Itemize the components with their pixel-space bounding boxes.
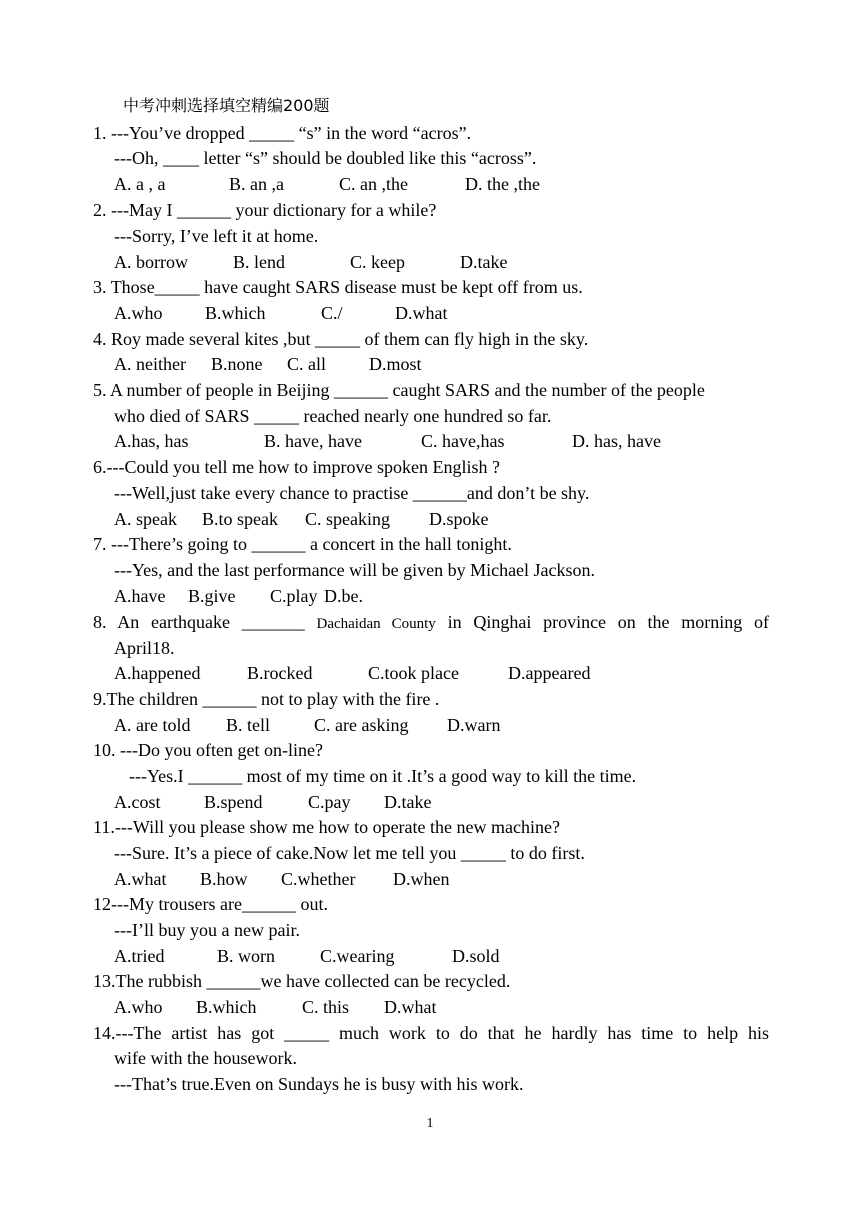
question-number: 2. bbox=[93, 200, 107, 220]
option-b: B. worn bbox=[217, 946, 275, 966]
option-b: B.none bbox=[211, 354, 263, 374]
option-d: D.when bbox=[393, 869, 450, 889]
question-14-stem bbox=[93, 1021, 769, 1045]
option-d: D.what bbox=[384, 997, 437, 1017]
question-1-stem bbox=[93, 121, 471, 145]
question-2-stem bbox=[93, 198, 436, 222]
question-6-stem bbox=[93, 455, 500, 479]
question-7-options bbox=[114, 584, 363, 608]
page-number: 1 bbox=[426, 1116, 434, 1131]
question-text: A number of people in Beijing ______ caught SARS and the number of the people bbox=[110, 380, 705, 400]
option-b: B.which bbox=[196, 997, 257, 1017]
option-a: A.have bbox=[114, 586, 166, 606]
question-4-stem bbox=[93, 327, 588, 351]
question-10-stem bbox=[93, 738, 323, 762]
question-number: 13. bbox=[93, 971, 116, 991]
option-c: C.wearing bbox=[320, 946, 395, 966]
option-a: A. neither bbox=[114, 354, 186, 374]
option-c: C.play bbox=[270, 586, 318, 606]
question-text: The rubbish ______we have collected can be recycled. bbox=[115, 971, 511, 991]
question-number: 4. bbox=[93, 329, 107, 349]
question-1-line-2: ---Oh, ____ letter “s” should be doubled like this “across”. bbox=[114, 148, 537, 168]
question-text: ---The artist has got _____ much work to do that he hardly has time to help his bbox=[115, 1023, 769, 1043]
option-c: C.whether bbox=[281, 869, 356, 889]
question-7-line-2: ---Yes, and the last performance will be given by Michael Jackson. bbox=[114, 560, 596, 580]
question-14-line-3: ---That’s true.Even on Sundays he is busy with his work. bbox=[114, 1074, 524, 1094]
option-b: B.rocked bbox=[247, 663, 313, 683]
page-title: 中考冲刺选择填空精编200题 bbox=[123, 96, 330, 115]
option-b: B.to speak bbox=[202, 509, 278, 529]
question-14-line-2: wife with the housework. bbox=[114, 1048, 297, 1068]
question-number: 3. bbox=[93, 277, 107, 297]
option-c: C.pay bbox=[308, 792, 351, 812]
question-6-options bbox=[114, 507, 489, 531]
option-a: A.what bbox=[114, 869, 167, 889]
question-text: ---Do you often get on-line? bbox=[120, 740, 323, 760]
option-a: A.tried bbox=[114, 946, 165, 966]
option-a: A.who bbox=[114, 303, 163, 323]
option-b: B. an ,a bbox=[229, 174, 284, 194]
option-c: C./ bbox=[321, 303, 343, 323]
question-8-line-2: April18. bbox=[114, 638, 175, 658]
option-c: C. all bbox=[287, 354, 326, 374]
option-c: C.took place bbox=[368, 663, 459, 683]
option-a: A.happened bbox=[114, 663, 201, 683]
option-d: D.be. bbox=[324, 586, 363, 606]
option-c: C. are asking bbox=[314, 715, 409, 735]
option-c: C. this bbox=[302, 997, 350, 1017]
question-number: 11. bbox=[93, 817, 115, 837]
option-a: A.cost bbox=[114, 792, 161, 812]
question-number: 8. bbox=[93, 612, 107, 632]
question-8-stem bbox=[93, 610, 769, 634]
option-a: A. a , a bbox=[114, 174, 166, 194]
question-4-options bbox=[114, 352, 422, 376]
option-a: A. borrow bbox=[114, 252, 188, 272]
option-b: B.spend bbox=[204, 792, 263, 812]
option-c: C. keep bbox=[350, 252, 405, 272]
question-9-stem bbox=[93, 687, 439, 711]
option-d: D.most bbox=[369, 354, 422, 374]
question-number: 7. bbox=[93, 534, 107, 554]
question-5-options bbox=[114, 429, 661, 453]
question-text: in Qinghai province on the morning of bbox=[447, 612, 770, 632]
question-number: 6. bbox=[93, 457, 107, 477]
option-a: A. speak bbox=[114, 509, 177, 529]
option-b: B. tell bbox=[226, 715, 270, 735]
option-d: D.take bbox=[460, 252, 508, 272]
question-3-options bbox=[114, 301, 448, 325]
question-text: The children ______ not to play with the fire . bbox=[106, 689, 440, 709]
option-d: D. the ,the bbox=[465, 174, 540, 194]
question-7-stem bbox=[93, 532, 512, 556]
question-text: ---Will you please show me how to operate the new machine? bbox=[114, 817, 560, 837]
option-d: D. has, have bbox=[572, 431, 661, 451]
question-text: ---May I ______ your dictionary for a while? bbox=[111, 200, 437, 220]
question-2-line-2: ---Sorry, I’ve left it at home. bbox=[114, 226, 319, 246]
option-b: B. have, have bbox=[264, 431, 362, 451]
question-text: ---My trousers are______ out. bbox=[111, 894, 328, 914]
question-text: ---There’s going to ______ a concert in the hall tonight. bbox=[111, 534, 512, 554]
question-number: 9. bbox=[93, 689, 107, 709]
question-5-stem bbox=[93, 378, 705, 402]
question-10-line-2: ---Yes.I ______ most of my time on it .It’s a good way to kill the time. bbox=[129, 766, 637, 786]
question-12-line-2: ---I’ll buy you a new pair. bbox=[114, 920, 300, 940]
option-a: A. are told bbox=[114, 715, 191, 735]
option-a: A.has, has bbox=[114, 431, 189, 451]
question-2-options bbox=[114, 250, 507, 274]
option-d: D.take bbox=[384, 792, 432, 812]
option-d: D.appeared bbox=[508, 663, 591, 683]
option-a: A.who bbox=[114, 997, 163, 1017]
question-1-options bbox=[114, 172, 540, 196]
question-number: 5. bbox=[93, 380, 107, 400]
question-8-options bbox=[114, 661, 590, 685]
option-c: C. have,has bbox=[421, 431, 505, 451]
question-3-stem bbox=[93, 275, 583, 299]
option-d: D.warn bbox=[447, 715, 501, 735]
question-9-options bbox=[114, 713, 500, 737]
option-d: D.spoke bbox=[429, 509, 489, 529]
question-5-line-2: who died of SARS _____ reached nearly one hundred so far. bbox=[114, 406, 552, 426]
option-c: C. an ,the bbox=[339, 174, 408, 194]
question-10-options bbox=[114, 790, 431, 814]
question-6-line-2: ---Well,just take every chance to practise ______and don’t be shy. bbox=[114, 483, 590, 503]
question-text: ---Could you tell me how to improve spoken English ? bbox=[106, 457, 500, 477]
option-b: B.which bbox=[205, 303, 266, 323]
question-12-options bbox=[114, 944, 500, 968]
question-12-stem bbox=[93, 892, 328, 916]
question-text: Roy made several kites ,but _____ of them can fly high in the sky. bbox=[111, 329, 589, 349]
question-11-options bbox=[114, 867, 450, 891]
question-number: 14. bbox=[93, 1023, 116, 1043]
place-name: Dachaidan County bbox=[316, 616, 436, 632]
question-11-line-2: ---Sure. It’s a piece of cake.Now let me tell you _____ to do first. bbox=[114, 843, 585, 863]
option-d: D.sold bbox=[452, 946, 500, 966]
option-c: C. speaking bbox=[305, 509, 390, 529]
question-11-stem bbox=[93, 815, 560, 839]
option-b: B.how bbox=[200, 869, 248, 889]
option-d: D.what bbox=[395, 303, 448, 323]
question-text: ---You’ve dropped _____ “s” in the word “acros”. bbox=[111, 123, 472, 143]
question-number: 10. bbox=[93, 740, 116, 760]
question-number: 1. bbox=[93, 123, 107, 143]
question-text: Those_____ have caught SARS disease must be kept off from us. bbox=[110, 277, 583, 297]
question-13-options bbox=[114, 995, 437, 1019]
question-text: An earthquake _______ bbox=[117, 612, 305, 632]
question-number: 12 bbox=[93, 894, 111, 914]
option-b: B. lend bbox=[233, 252, 285, 272]
option-b: B.give bbox=[188, 586, 236, 606]
question-13-stem bbox=[93, 969, 510, 993]
